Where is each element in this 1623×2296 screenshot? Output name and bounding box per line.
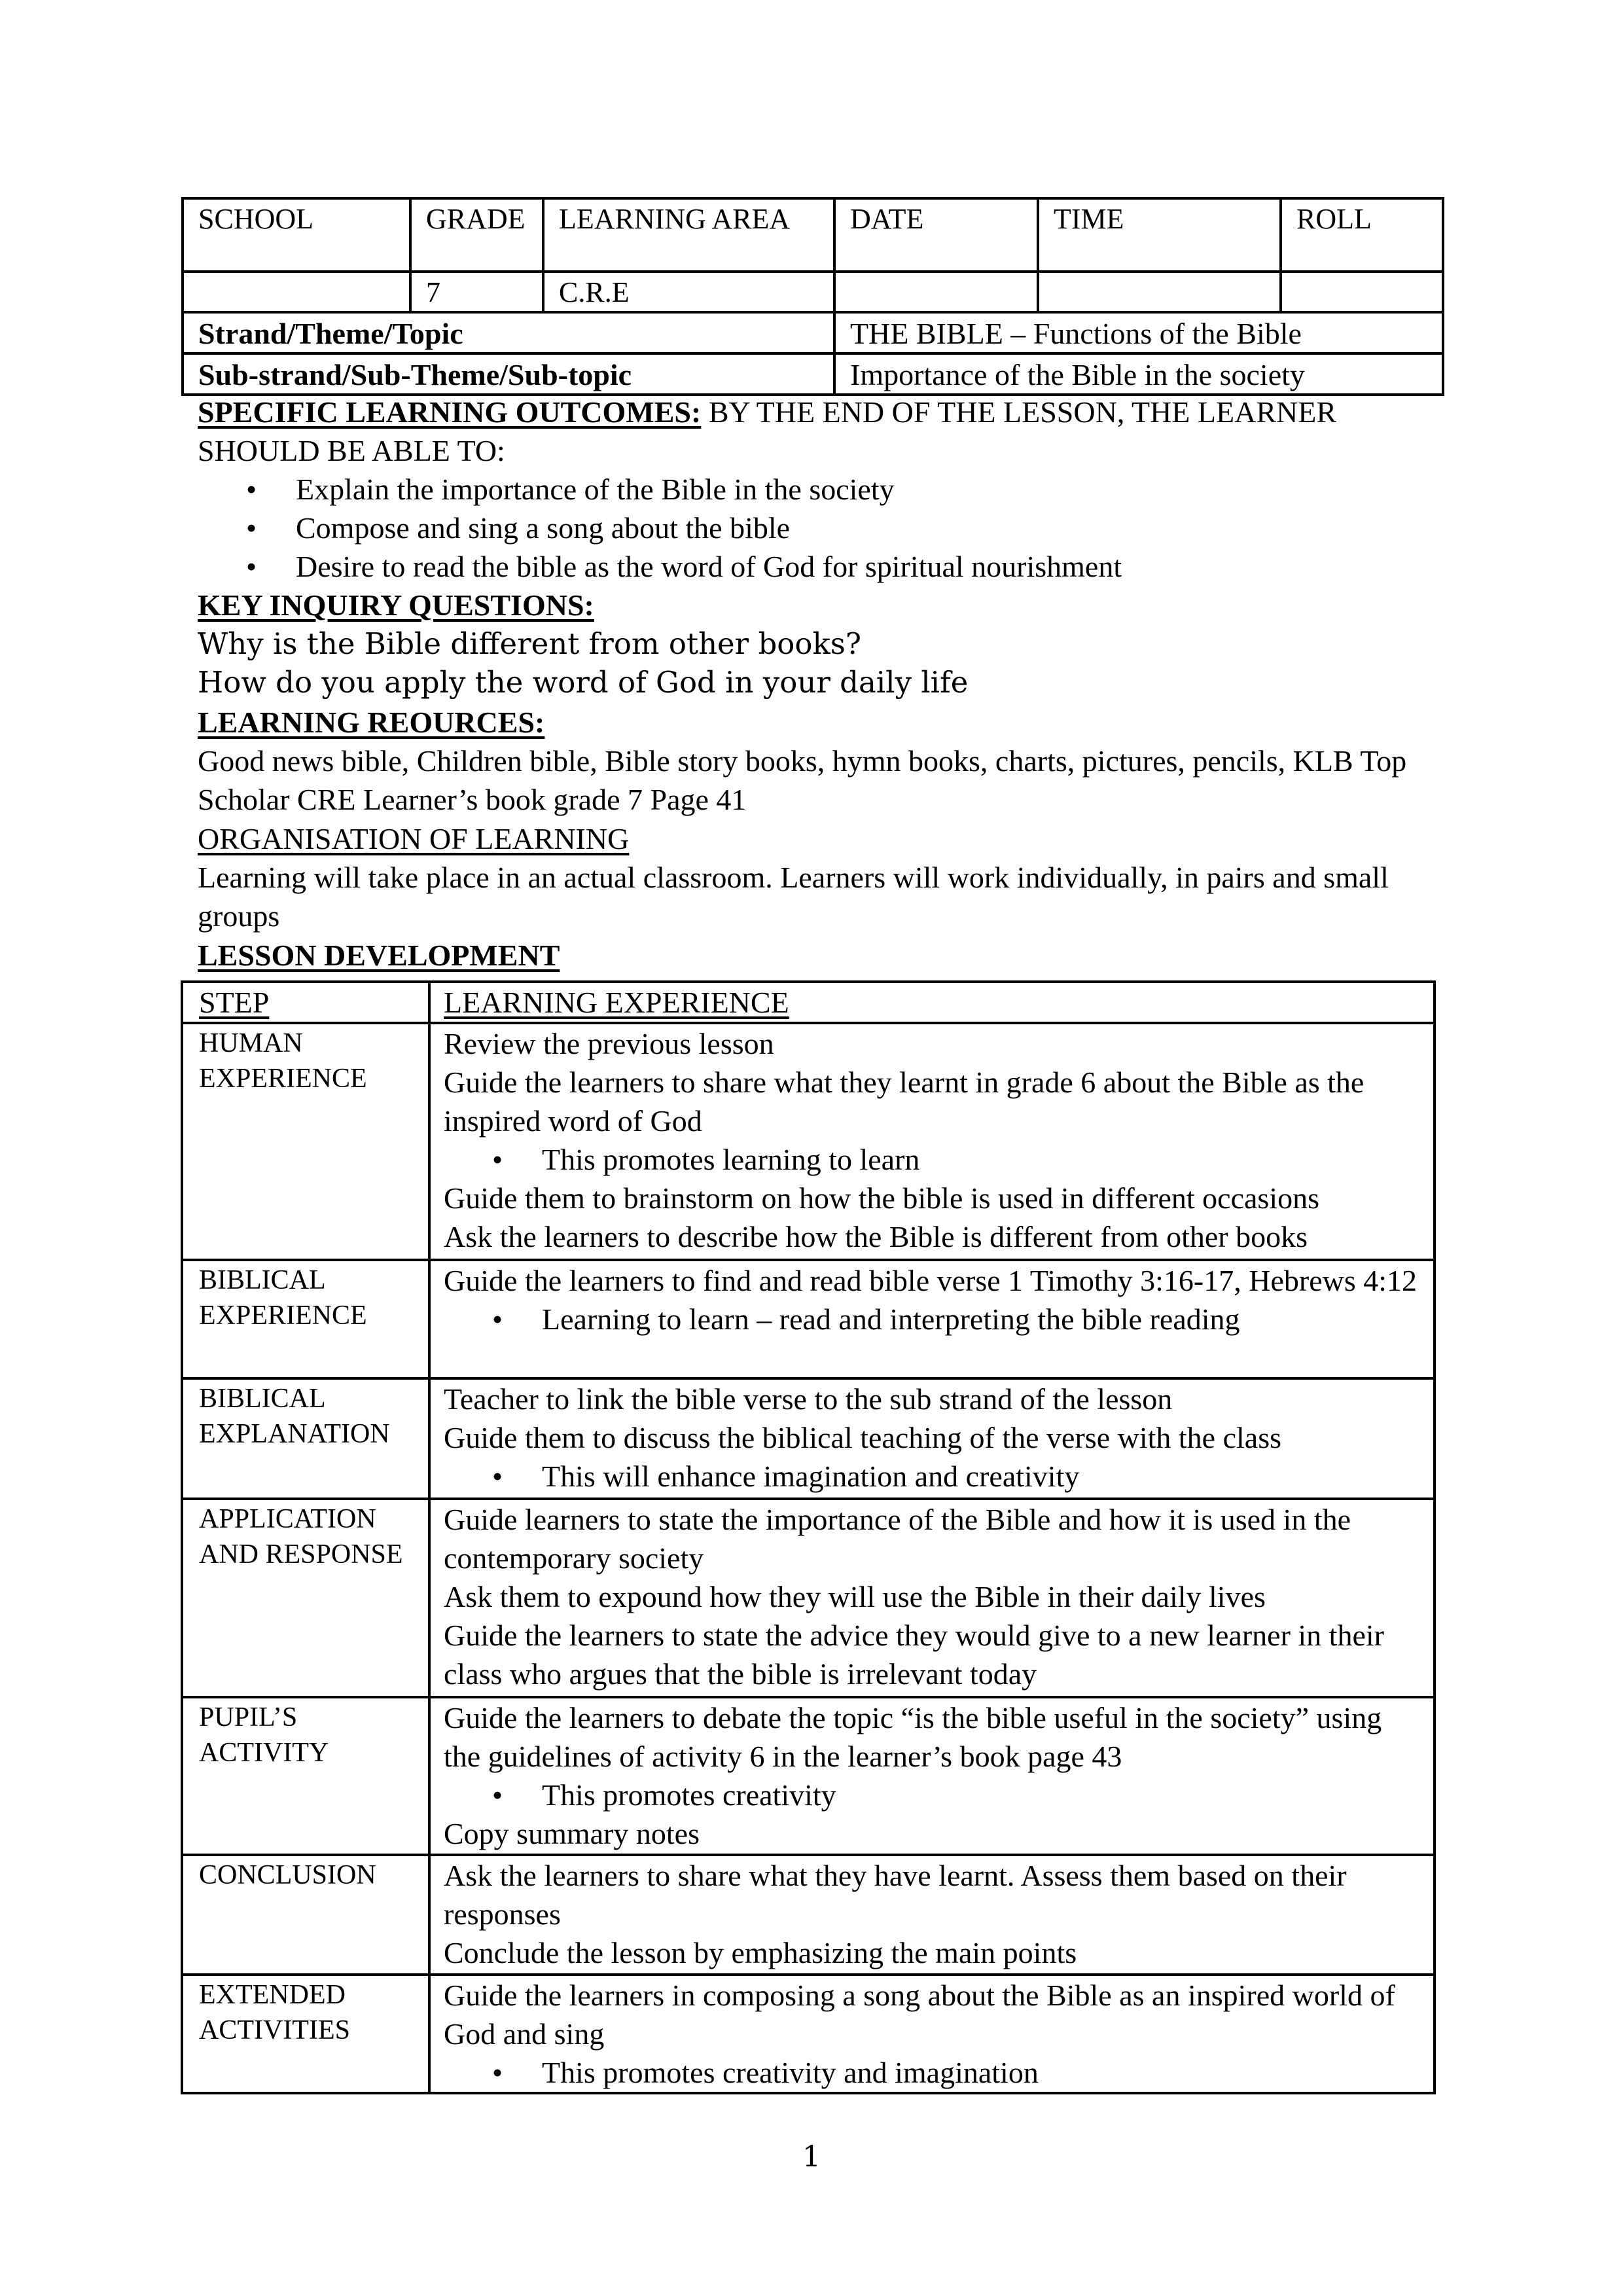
- learning-area-value: C.R.E: [543, 272, 834, 312]
- experience-line: Guide the learners to debate the topic “is the bible useful in the society” using the guidelines of activity 6 in the learner’s book page 43: [444, 1701, 1382, 1773]
- lesson-development-table: [181, 980, 1436, 2094]
- date-label: DATE: [834, 198, 1038, 272]
- experience-line: Guide the learners in composing a song about the Bible as an inspired world of God and sing: [444, 1979, 1395, 2051]
- substrand-label: Sub-strand/Sub-Theme/Sub-topic: [183, 353, 834, 395]
- outcomes-section: [198, 393, 1441, 586]
- experience-cell: [429, 1260, 1435, 1378]
- experience-bullets: [444, 1776, 1420, 1814]
- learning-area-label: LEARNING AREA: [543, 198, 834, 272]
- experience-line: Guide learners to state the importance of the Bible and how it is used in the contemporary society: [444, 1503, 1351, 1575]
- lesson-row: [182, 1697, 1435, 1855]
- date-value: [834, 272, 1038, 312]
- organisation-text: Learning will take place in an actual classroom. Learners will work individually, in pairs and small groups: [198, 861, 1389, 933]
- strand-label: [183, 312, 834, 353]
- inquiry-question: Why is the Bible different from other books?: [198, 626, 861, 661]
- lesson-row: [182, 1975, 1435, 2093]
- experience-cell: [429, 1975, 1435, 2093]
- lesson-row: [182, 1260, 1435, 1378]
- lesson-dev-heading: LESSON DEVELOPMENT: [198, 939, 560, 972]
- strand-value: THE BIBLE – Functions of the Bible: [834, 312, 1443, 353]
- outcome-item: [246, 547, 1441, 586]
- experience-line: Ask the learners to describe how the Bible is different from other books: [444, 1220, 1308, 1253]
- outcomes-list: [198, 470, 1441, 586]
- outcome-item: [246, 509, 1441, 547]
- resources-heading: LEARNING REOURCES:: [198, 706, 545, 739]
- outcomes-heading: SPECIFIC LEARNING OUTCOMES:: [198, 395, 702, 429]
- experience-cell: [429, 1855, 1435, 1975]
- bullet-icon: •: [492, 1460, 503, 1493]
- bullet-icon: •: [246, 473, 257, 506]
- page-number: 1: [802, 2140, 821, 2174]
- step-cell: CONCLUSION: [182, 1855, 429, 1975]
- inquiry-heading: KEY INQUIRY QUESTIONS:: [198, 588, 594, 622]
- experience-bullets: [444, 1140, 1420, 1179]
- inquiry-section: [198, 586, 1441, 702]
- lesson-dev-heading-wrap: [198, 936, 1441, 975]
- roll-value: [1281, 272, 1443, 312]
- school-value: [183, 272, 410, 312]
- experience-line: Conclude the lesson by emphasizing the main points: [444, 1936, 1077, 1969]
- time-value: [1038, 272, 1281, 312]
- info-value-row: [183, 272, 1443, 312]
- organisation-heading: ORGANISATION OF LEARNING: [198, 822, 630, 855]
- grade-label: GRADE: [410, 198, 543, 272]
- experience-bullets: [444, 1300, 1420, 1338]
- step-column-header: STEP: [182, 982, 429, 1023]
- experience-bullet: [492, 1776, 1420, 1814]
- strand-label-text: Strand/Theme/Topic: [198, 317, 463, 350]
- experience-bullet: [492, 1457, 1420, 1496]
- experience-bullets: [444, 2053, 1420, 2092]
- experience-bullet: [492, 1140, 1420, 1179]
- substrand-row: [183, 353, 1443, 395]
- lesson-row: [182, 1378, 1435, 1499]
- outcome-text: Explain the importance of the Bible in the society: [296, 473, 895, 506]
- bullet-text: Learning to learn – read and interpreting the bible reading: [542, 1302, 1240, 1336]
- step-cell: BIBLICAL EXPLANATION: [182, 1378, 429, 1499]
- resources-text: Good news bible, Children bible, Bible story books, hymn books, charts, pictures, pencils, KLB Top Scholar CRE Learner’s book grade 7 Page 41: [198, 744, 1407, 816]
- bullet-icon: •: [246, 550, 257, 583]
- organisation-section: [198, 819, 1428, 935]
- experience-bullet: [492, 2053, 1420, 2092]
- grade-value: 7: [410, 272, 543, 312]
- outcome-text: Compose and sing a song about the bible: [296, 511, 791, 545]
- roll-label: ROLL: [1281, 198, 1443, 272]
- experience-line: Guide them to discuss the biblical teaching of the verse with the class: [444, 1421, 1282, 1454]
- lesson-row: [182, 1855, 1435, 1975]
- experience-column-header: LEARNING EXPERIENCE: [429, 982, 1435, 1023]
- step-cell: PUPIL’S ACTIVITY: [182, 1697, 429, 1855]
- outcomes-intro-text: BY THE END OF THE LESSON, THE LEARNER SHOULD BE ABLE TO:: [198, 395, 1337, 467]
- experience-bullets: [444, 1457, 1420, 1496]
- lesson-header-row: [182, 982, 1435, 1023]
- bullet-text: This promotes creativity and imagination: [542, 2056, 1039, 2089]
- experience-line: Ask the learners to share what they have learnt. Assess them based on their responses: [444, 1859, 1347, 1931]
- outcomes-intro: [198, 393, 1441, 470]
- experience-line: Ask them to expound how they will use the Bible in their daily lives: [444, 1580, 1266, 1613]
- substrand-value: Importance of the Bible in the society: [834, 353, 1443, 395]
- bullet-text: This will enhance imagination and creativity: [542, 1460, 1080, 1493]
- experience-line: Guide the learners to share what they learnt in grade 6 about the Bible as the inspired word of God: [444, 1066, 1364, 1138]
- bullet-icon: •: [246, 511, 257, 545]
- bullet-icon: •: [492, 1302, 503, 1336]
- experience-cell: [429, 1697, 1435, 1855]
- bullet-icon: •: [492, 2056, 503, 2089]
- experience-line: Guide the learners to find and read bible verse 1 Timothy 3:16-17, Hebrews 4:12: [444, 1264, 1418, 1297]
- experience-cell: [429, 1378, 1435, 1499]
- experience-cell: [429, 1023, 1435, 1260]
- step-cell: EXTENDED ACTIVITIES: [182, 1975, 429, 2093]
- experience-cell: [429, 1499, 1435, 1697]
- bullet-text: This promotes learning to learn: [542, 1143, 920, 1176]
- info-header-row: [183, 198, 1443, 272]
- bullet-icon: •: [492, 1143, 503, 1176]
- lesson-row: [182, 1023, 1435, 1260]
- lesson-info-table: [181, 197, 1444, 396]
- bullet-icon: •: [492, 1778, 503, 1812]
- time-label: TIME: [1038, 198, 1281, 272]
- lesson-row: [182, 1499, 1435, 1697]
- experience-line: Teacher to link the bible verse to the sub strand of the lesson: [444, 1382, 1173, 1416]
- experience-line: Review the previous lesson: [444, 1027, 774, 1060]
- experience-line: Copy summary notes: [444, 1817, 700, 1850]
- step-cell: APPLICATION AND RESPONSE: [182, 1499, 429, 1697]
- resources-section: [198, 703, 1428, 819]
- strand-row: [183, 312, 1443, 353]
- experience-line: Guide the learners to state the advice they would give to a new learner in their class who argues that the bible is irrelevant today: [444, 1619, 1384, 1691]
- step-cell: BIBLICAL EXPERIENCE: [182, 1260, 429, 1378]
- experience-line: Guide them to brainstorm on how the bible is used in different occasions: [444, 1181, 1319, 1215]
- step-cell: HUMAN EXPERIENCE: [182, 1023, 429, 1260]
- school-label: SCHOOL: [183, 198, 410, 272]
- inquiry-question: How do you apply the word of God in your daily life: [198, 665, 969, 700]
- outcome-item: [246, 470, 1441, 509]
- bullet-text: This promotes creativity: [542, 1778, 836, 1812]
- outcome-text: Desire to read the bible as the word of God for spiritual nourishment: [296, 550, 1122, 583]
- experience-bullet: [492, 1300, 1420, 1338]
